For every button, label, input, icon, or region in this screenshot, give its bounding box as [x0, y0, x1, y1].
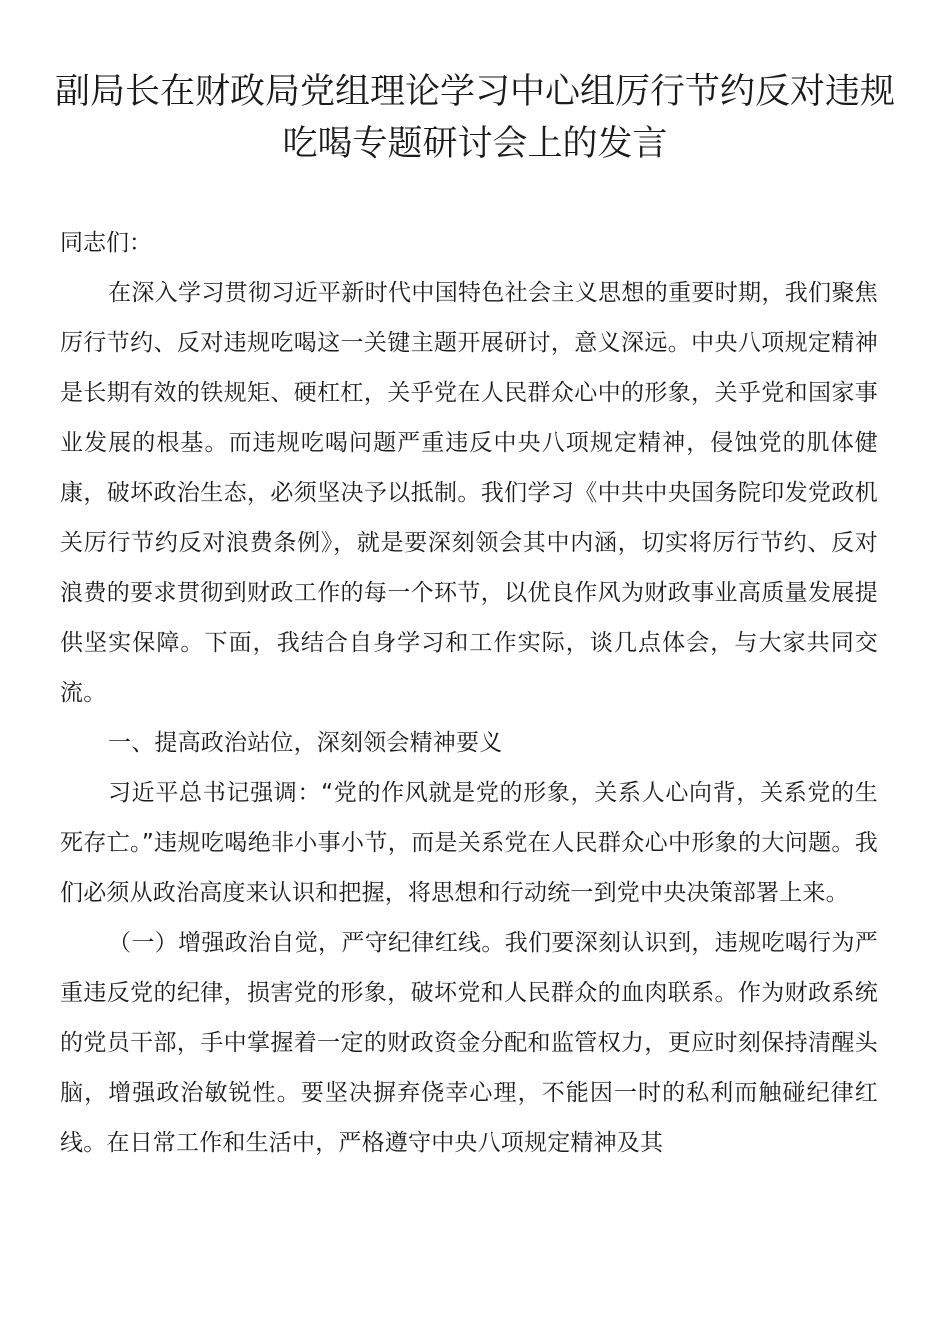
document-body [60, 218, 878, 1168]
paragraph-intro: 在深入学习贯彻习近平新时代中国特色社会主义思想的重要时期，我们聚焦厉行节约、反对违规吃喝这一关键主题开展研讨，意义深远。中央八项规定精神是长期有效的铁规矩、硬杠杠，关乎党在人民群众心中的形象，关乎党和国家事业发展的根基。而违规吃喝问题严重违反中央八项规定精神，侵蚀党的肌体健康，破坏政治生态，必须坚决予以抵制。我们学习《中共中央国务院印发党政机关厉行节约反对浪费条例》，就是要深刻领会其中内涵，切实将厉行节约、反对浪费的要求贯彻到财政工作的每一个环节，以优良作风为财政事业高质量发展提供坚实保障。下面，我结合自身学习和工作实际，谈几点体会，与大家共同交流。 [60, 280, 878, 706]
paragraph-section-1: 习近平总书记强调：“党的作风就是党的形象，关系人心向背，关系党的生死存亡。”违规吃喝绝非小事小节，而是关系党在人民群众心中形象的大问题。我们必须从政治高度来认识和把握，将思想和行动统一到党中央决策部署上来。 [60, 780, 878, 906]
section-heading-1: 一、提高政治站位，深刻领会精神要义 [108, 730, 503, 756]
document-title: 副局长在财政局党组理论学习中心组厉行节约反对违规吃喝专题研讨会上的发言 [54, 72, 895, 164]
paragraph-subsection-1: （一）增强政治自觉，严守纪律红线。我们要深刻认识到，违规吃喝行为严重违反党的纪律，损害党的形象，破坏党和人民群众的血肉联系。作为财政系统的党员干部，手中掌握着一定的财政资金分配和监管权力，更应时刻保持清醒头脑，增强政治敏锐性。要坚决摒弃侥幸心理，不能因一时的私利而触碰纪律红线。在日常工作和生活中，严格遵守中央八项规定精神及其 [60, 930, 878, 1156]
salutation: 同志们： [60, 230, 152, 256]
